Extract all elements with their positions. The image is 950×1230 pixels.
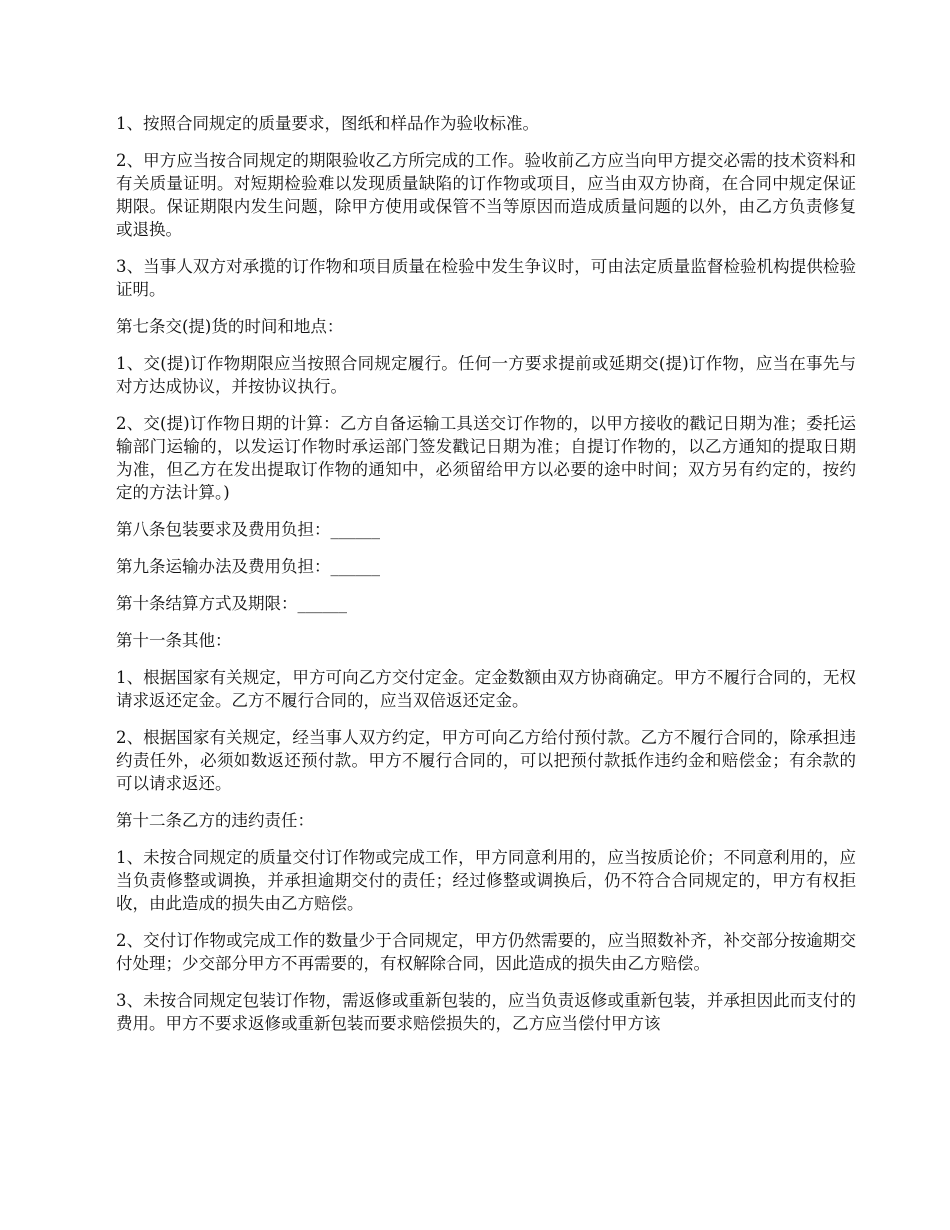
heading-article-8: 第八条包装要求及费用负担：______: [116, 520, 380, 539]
paragraph-prepayment: 2、根据国家有关规定，经当事人双方约定，甲方可向乙方给付预付款。乙方不履行合同的，除承担违约责任外，必须如数返还预付款。甲方不履行合同的，可以把预付款抵作违约金和赔偿金；有余款的可以请求返还。: [116, 728, 856, 793]
paragraph-deposit: 1、根据国家有关规定，甲方可向乙方交付定金。定金数额由双方协商确定。甲方不履行合同的，无权请求返还定金。乙方不履行合同的，应当双倍返还定金。: [116, 668, 856, 710]
paragraph-acceptance-period: 2、甲方应当按合同规定的期限验收乙方所完成的工作。验收前乙方应当向甲方提交必需的技术资料和有关质量证明。对短期检验难以发现质量缺陷的订作物或项目，应当由双方协商，在合同中规定保证期限。保证期限内发生问题，除甲方使用或保管不当等原因而造成质量问题的以外，由乙方负责修复或退换。: [116, 151, 856, 239]
document-body: [116, 112, 856, 1049]
heading-article-12: 第十二条乙方的违约责任：: [116, 811, 314, 830]
heading-article-7: 第七条交(提)货的时间和地点：: [116, 317, 344, 336]
paragraph-acceptance-standard: 1、按照合同规定的质量要求，图纸和样品作为验收标准。: [116, 114, 539, 133]
paragraph-quality-dispute: 3、当事人双方对承揽的订作物和项目质量在检验中发生争议时，可由法定质量监督检验机构提供检验证明。: [116, 257, 856, 299]
paragraph-delivery-term: 1、交(提)订作物期限应当按照合同规定履行。任何一方要求提前或延期交(提)订作物，应当在事先与对方达成协议，并按协议执行。: [116, 354, 856, 396]
paragraph-quantity-breach: 2、交付订作物或完成工作的数量少于合同规定，甲方仍然需要的，应当照数补齐，补交部分按逾期交付处理；少交部分甲方不再需要的，有权解除合同，因此造成的损失由乙方赔偿。: [116, 931, 856, 973]
paragraph-packaging-breach: 3、未按合同规定包装订作物，需返修或重新包装的，应当负责返修或重新包装，并承担因此而支付的费用。甲方不要求返修或重新包装而要求赔偿损失的，乙方应当偿付甲方该: [116, 991, 856, 1033]
heading-article-9: 第九条运输办法及费用负担：______: [116, 557, 380, 576]
heading-article-10: 第十条结算方式及期限：______: [116, 594, 347, 613]
paragraph-delivery-date-calc: 2、交(提)订作物日期的计算：乙方自备运输工具送交订作物的，以甲方接收的戳记日期为准；委托运输部门运输的，以发运订作物时承运部门签发戳记日期为准；自提订作物的，以乙方通知的提取日期为准，但乙方在发出提取订作物的通知中，必须留给甲方以必要的途中时间；双方另有约定的，按约定的方法计算。): [116, 414, 856, 502]
heading-article-11: 第十一条其他：: [116, 631, 232, 650]
paragraph-quality-breach: 1、未按合同规定的质量交付订作物或完成工作，甲方同意利用的，应当按质论价；不同意利用的，应当负责修整或调换，并承担逾期交付的责任；经过修整或调换后，仍不符合合同规定的，甲方有权拒收，由此造成的损失由乙方赔偿。: [116, 848, 856, 913]
